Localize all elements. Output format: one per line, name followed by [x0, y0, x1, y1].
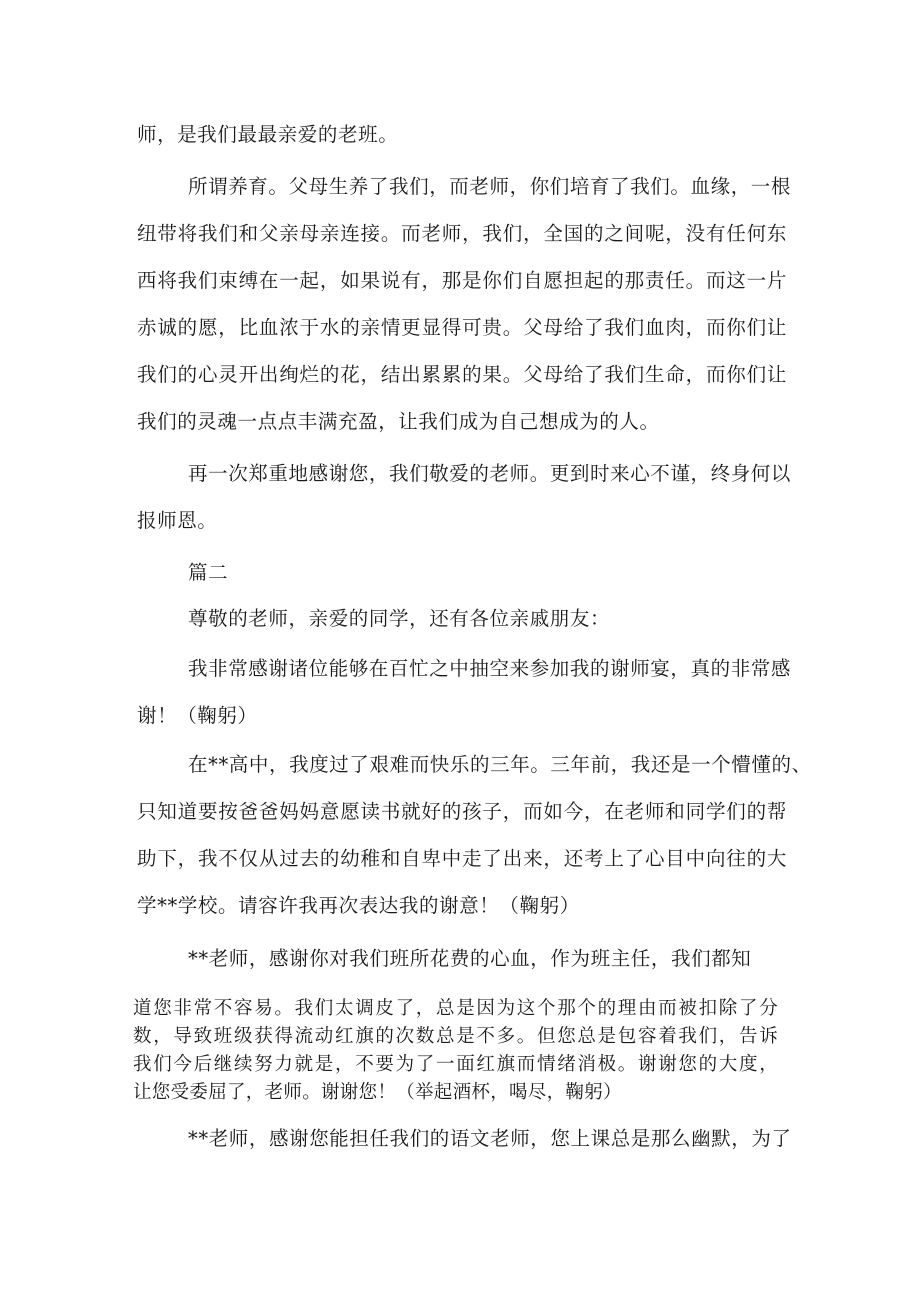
text-line: 再一次郑重地感谢您，我们敬爱的老师。更到时来心不谨，终身何以: [188, 462, 792, 485]
text-line: 我们的心灵开出绚烂的花，结出累累的果。父母给了我们生命，而你们让: [137, 363, 787, 386]
text-line: 助下，我不仅从过去的幼稚和自卑中走了出来，还考上了心目中向往的大: [137, 847, 787, 870]
text-line: **老师，感谢您能担任我们的语文老师，您上课总是那么幽默，为了: [188, 1127, 792, 1150]
text-line: 西将我们束缚在一起，如果说有，那是你们自愿担起的那责任。而这一片: [137, 269, 787, 292]
text-line: 我们今后继续努力就是，不要为了一面红旗而情绪消极。谢谢您的大度，: [133, 1054, 778, 1075]
text-line: 我非常感谢诸位能够在百忙之中抽空来参加我的谢师宴，真的非常感: [188, 657, 792, 680]
text-line: 谢！（鞠躬）: [137, 704, 258, 727]
text-line: 所谓养育。父母生养了我们，而老师，你们培育了我们。血缘，一根: [188, 175, 792, 198]
text-line: 在**高中，我度过了艰难而快乐的三年。三年前，我还是一个懵懂的、: [188, 753, 812, 776]
section-heading: 篇二: [188, 561, 229, 584]
text-line: 只知道要按爸爸妈妈意愿读书就好的孩子，而如今，在老师和同学们的帮: [137, 800, 787, 823]
text-line: 赤诚的愿，比血浓于水的亲情更显得可贵。父母给了我们血肉，而你们让: [137, 316, 787, 339]
text-line: 报师恩。: [137, 509, 218, 532]
text-line: 数，导致班级获得流动红旗的次数总是不多。但您总是包容着我们，告诉: [133, 1026, 778, 1047]
text-line: 让您受委屈了，老师。谢谢您！（举起酒杯，喝尽，鞠躬）: [133, 1082, 622, 1103]
text-line: 尊敬的老师，亲爱的同学，还有各位亲戚朋友：: [188, 607, 611, 630]
text-line: 学**学校。请容许我再次表达我的谢意！（鞠躬）: [137, 894, 580, 917]
text-line: 纽带将我们和父亲母亲连接。而老师，我们，全国的之间呢，没有任何东: [137, 222, 787, 245]
text-line: 师，是我们最最亲爱的老班。: [137, 123, 399, 146]
text-line: 我们的灵魂一点点丰满充盈，让我们成为自己想成为的人。: [137, 410, 660, 433]
text-line: **老师，感谢你对我们班所花费的心血，作为班主任，我们都知: [188, 947, 752, 970]
text-line: 道您非常不容易。我们太调皮了，总是因为这个那个的理由而被扣除了分: [133, 998, 778, 1019]
